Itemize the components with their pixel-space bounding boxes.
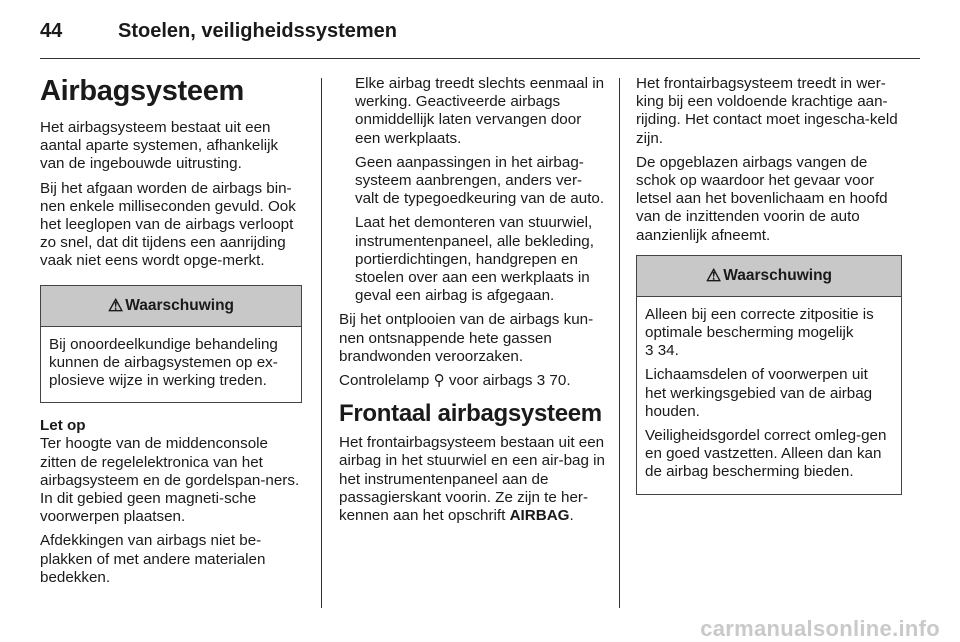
paragraph: Laat het demonteren van stuurwiel, instrumentenpaneel, alle bekleding, portierdichtingen, handgrepen en stoelen over aan een werkplaats in geval een airbag is afgegaan. bbox=[355, 214, 594, 305]
warning-body bbox=[637, 297, 901, 494]
watermark: carmanualsonline.info bbox=[700, 616, 940, 641]
column-3 bbox=[636, 75, 902, 509]
warning-title: Waarschuwing bbox=[125, 296, 235, 314]
page-reference-icon: 3 bbox=[536, 372, 546, 390]
note-block bbox=[40, 417, 302, 587]
paragraph: Het airbagsysteem bestaat uit een aantal aparte systemen, afhankelijk van de ingebouwde uitrusting. bbox=[40, 119, 279, 173]
column-divider-1 bbox=[321, 78, 322, 608]
paragraph: Geen aanpassingen in het airbag-systeem aanbrengen, anders ver-valt de typegoedkeuring van de auto. bbox=[355, 153, 605, 208]
column-divider-2 bbox=[619, 78, 620, 608]
warning-title: Waarschuwing bbox=[723, 266, 833, 284]
page-reference[interactable]: 34. bbox=[657, 342, 679, 360]
warning-triangle-icon: ⚠ bbox=[107, 295, 124, 315]
page-title: Stoelen, veiligheidssystemen bbox=[118, 20, 397, 42]
paragraph: Controlelamp ⚲ voor airbags 3 70. bbox=[339, 372, 571, 390]
warning-body bbox=[41, 327, 301, 403]
paragraph: Bij het ontplooien van de airbags kun-nen ontsnappende hete gassen brandwonden veroorzaken. bbox=[339, 311, 594, 365]
airbag-warning-lamp-icon: ⚲ bbox=[433, 372, 445, 390]
warning-text: Lichaamsdelen of voorwerpen uit het werkingsgebied van de airbag houden. bbox=[645, 366, 873, 420]
warning-box bbox=[40, 285, 302, 404]
header-divider bbox=[40, 58, 920, 59]
airbag-label: AIRBAG bbox=[509, 507, 570, 525]
page-reference[interactable]: 70. bbox=[549, 372, 571, 390]
note-label: Let op bbox=[40, 417, 86, 435]
note-text: Ter hoogte van de middenconsole zitten de regelelektronica van het airbagsysteem en de gordelspan-ners. In dit gebied geen magneti-sche voorwerpen plaatsen. bbox=[40, 435, 300, 526]
column-2 bbox=[339, 75, 605, 531]
paragraph: Elke airbag treedt slechts eenmaal in werking. Geactiveerde airbags onmiddellijk laten vervangen door een werkplaats. bbox=[355, 75, 605, 147]
warning-triangle-icon: ⚠ bbox=[705, 265, 722, 285]
warning-header bbox=[41, 286, 301, 327]
paragraph: Het frontairbagsysteem treedt in wer-king bij een voldoende krachtige aan-rijding. Het contact moet ingescha-keld zijn. bbox=[636, 75, 898, 147]
warning-header bbox=[637, 256, 901, 297]
warning-text: Veiligheidsgordel correct omleg-gen en goed vastzetten. Alleen dan kan de airbag bescherming bieden. bbox=[645, 427, 887, 481]
section-heading-airbagsysteem: Airbagsysteem bbox=[40, 75, 245, 107]
paragraph: De opgeblazen airbags vangen de schok op waardoor het gevaar voor letsel aan het bovenlichaam en hoofd van de inzittenden voorin de auto aanzienlijk afneemt. bbox=[636, 153, 888, 244]
page-reference-icon: 3 bbox=[645, 342, 654, 360]
paragraph: Bij het afgaan worden de airbags bin-nen enkele milliseconden gevuld. Ook het leeglopen van de airbags verloopt zo snel, dat dit tijdens een aanrijding vaak niet eens wordt opge-merkt. bbox=[40, 179, 296, 270]
paragraph: Het frontairbagsysteem bestaan uit een airbag in het stuurwiel en een air-bag in het instrumentenpaneel aan de passagierskant voorin. Ze zijn te her-kennen aan het opschrift AIRBAG. bbox=[339, 434, 605, 525]
section-heading-frontaal: Frontaal airbagsysteem bbox=[339, 400, 602, 428]
warning-box bbox=[636, 255, 902, 495]
page-number: 44 bbox=[40, 20, 63, 42]
warning-text: Bij onoordeelkundige behandeling kunnen de airbagsystemen op ex-plosieve wijze in werking treden. bbox=[49, 335, 278, 390]
warning-text: Alleen bij een correcte zitpositie is optimale bescherming mogelijk 3 34. bbox=[645, 305, 874, 360]
note-text: Afdekkingen van airbags niet be-plakken of met andere materialen bedekken. bbox=[40, 532, 266, 586]
warning-continuation bbox=[339, 75, 605, 305]
column-1 bbox=[40, 75, 302, 593]
